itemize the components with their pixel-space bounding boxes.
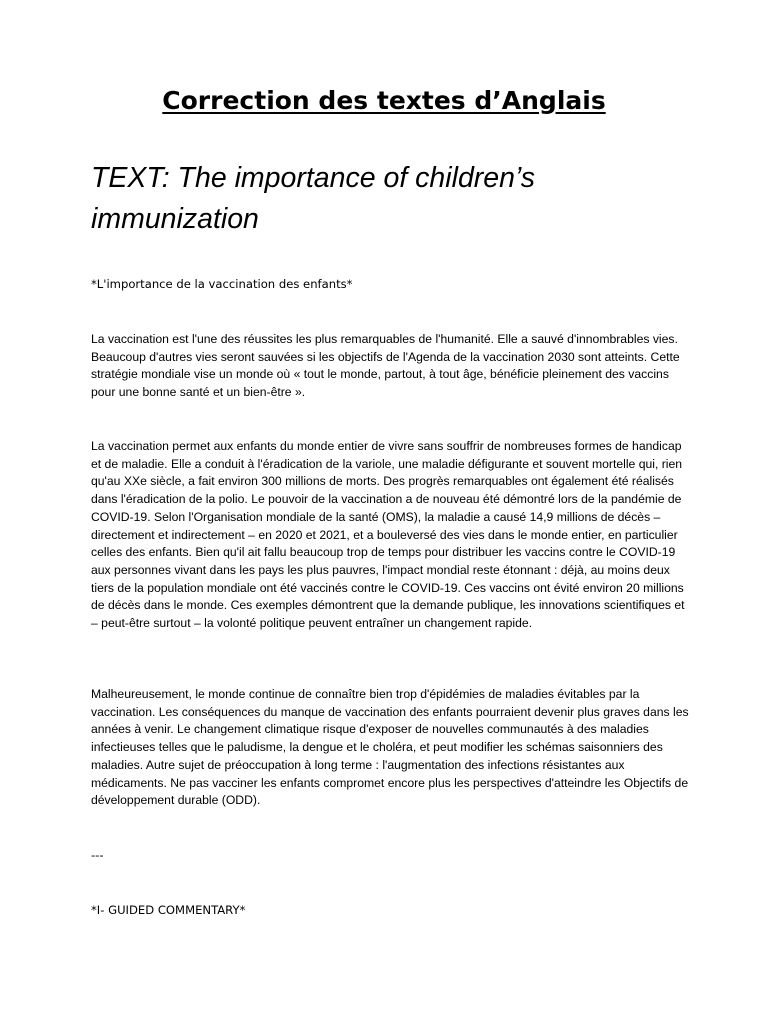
document-title: Correction des textes d’Anglais [162,86,606,115]
paragraph-2: La vaccination permet aux enfants du monde entier de vivre sans souffrir de nombreuses formes de handicap et de maladie. Elle a conduit à l'éradication de la variole, une maladie défigurante et souvent mortelle qui, rien qu'au XXe siècle, a fait environ 300 millions de morts. Des progrès remarquables ont également été réalisés dans l'éradication de la polio. Le pouvoir de la vaccination a de nouveau été démontré lors de la pandémie de COVID-19. Selon l'Organisation mondiale de la santé (OMS), la maladie a causé 14,9 millions de décès – directement et indirectement – en 2020 et 2021, et a bouleversé des vies dans le monde entier, en particulier celles des enfants. Bien qu'il ait fallu beaucoup trop de temps pour distribuer les vaccins contre le COVID-19 aux personnes vivant dans les pays les plus pauvres, l'impact mondial reste étonnant : déjà, au moins deux tiers de la population mondiale ont été vaccinés contre le COVID-19. Ces vaccins ont évité environ 20 millions de décès dans le monde. Ces exemples démontrent que la demande publique, les innovations scientifiques et – peut-être surtout – la volonté politique peuvent entraîner un changement rapide. [91,439,685,631]
separator: --- [91,848,104,862]
paragraph-3: Malheureusement, le monde continue de connaître bien trop d'épidémies de maladies évitables par la vaccination. Les conséquences du manque de vaccination des enfants pourraient devenir plus graves dans les années à venir. Le changement climatique risque d'exposer de nouvelles communautés à des maladies infectieuses telles que le paludisme, la dengue et le choléra, et peut modifier les schémas saisonniers des maladies. Autre sujet de préoccupation à long terme : l'augmentation des infections résistantes aux médicaments. Ne pas vacciner les enfants compromet encore plus les perspectives d'atteindre les Objectifs de développement durable (ODD). [91,687,689,808]
paragraph-1: La vaccination est l'une des réussites les plus remarquables de l'humanité. Elle a sauvé d'innombrables vies. Beaucoup d'autres vies seront sauvées si les objectifs de l'Agenda de la vaccination 2030 sont atteints. Cette stratégie mondiale vise un monde où « tout le monde, partout, à tout âge, bénéficie pleinement des vaccins pour une bonne santé et un bien-être ». [91,332,680,400]
section-heading: *I- GUIDED COMMENTARY* [91,903,246,917]
subtitle: *L'importance de la vaccination des enfants* [91,277,353,291]
text-heading: TEXT: The importance of children’s immunization [91,162,536,235]
